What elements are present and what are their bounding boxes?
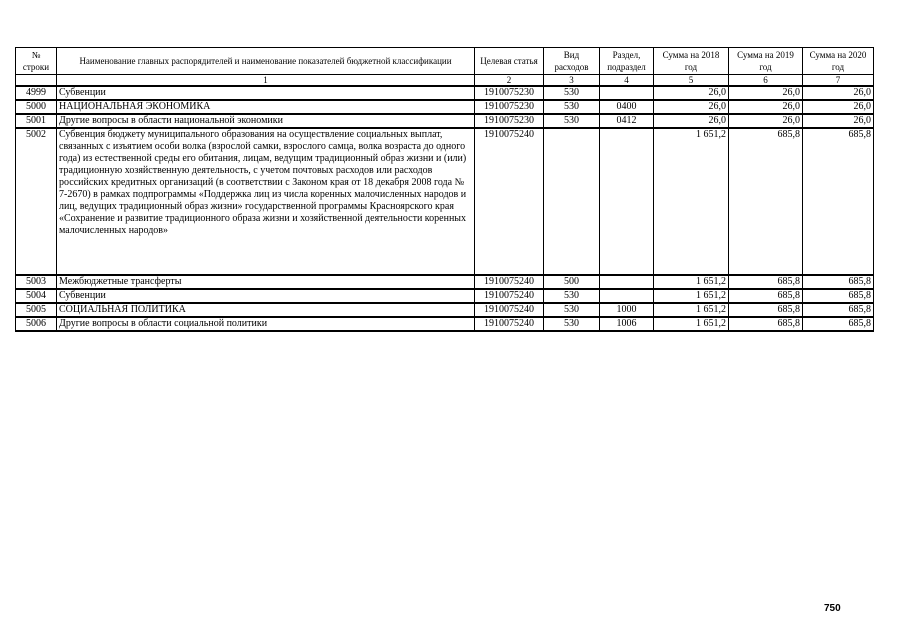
row-name: СОЦИАЛЬНАЯ ПОЛИТИКА (57, 303, 475, 317)
column-number (16, 75, 57, 87)
row-section (600, 86, 654, 100)
row-target-article: 1910075230 (475, 114, 544, 128)
table-row (16, 100, 874, 114)
column-number-row (16, 75, 874, 87)
row-number: 5000 (16, 100, 57, 114)
row-sum-2019: 685,8 (729, 303, 803, 317)
row-target-article: 1910075240 (475, 303, 544, 317)
table-row (16, 275, 874, 289)
row-section: 1006 (600, 317, 654, 331)
header-sum-2019: Сумма на 2019 год (729, 48, 803, 75)
row-section: 1000 (600, 303, 654, 317)
row-expense-type: 530 (544, 100, 600, 114)
row-name: Другие вопросы в области социальной политики (57, 317, 475, 331)
row-section: 0412 (600, 114, 654, 128)
row-sum-2018: 1 651,2 (654, 128, 729, 275)
row-target-article: 1910075230 (475, 100, 544, 114)
row-target-article: 1910075230 (475, 86, 544, 100)
row-sum-2020: 26,0 (803, 114, 874, 128)
table-row (16, 289, 874, 303)
header-name: Наименование главных распорядителей и наименование показателей бюджетной классификации (57, 48, 475, 75)
row-sum-2019: 26,0 (729, 86, 803, 100)
row-number: 5006 (16, 317, 57, 331)
table-row (16, 114, 874, 128)
row-sum-2019: 685,8 (729, 275, 803, 289)
page-number: 750 (824, 603, 841, 614)
row-sum-2018: 26,0 (654, 100, 729, 114)
column-number: 6 (729, 75, 803, 87)
row-name: Субвенции (57, 289, 475, 303)
row-expense-type (544, 128, 600, 275)
row-sum-2018: 1 651,2 (654, 303, 729, 317)
row-sum-2018: 1 651,2 (654, 317, 729, 331)
header-target-article: Целевая статья (475, 48, 544, 75)
budget-table (15, 47, 874, 332)
header-section: Раздел, подраздел (600, 48, 654, 75)
column-number: 5 (654, 75, 729, 87)
row-sum-2020: 685,8 (803, 275, 874, 289)
row-number: 4999 (16, 86, 57, 100)
row-sum-2018: 26,0 (654, 114, 729, 128)
row-sum-2018: 1 651,2 (654, 275, 729, 289)
row-sum-2019: 685,8 (729, 128, 803, 275)
row-expense-type: 500 (544, 275, 600, 289)
table-row (16, 317, 874, 331)
table-row (16, 128, 874, 275)
column-number: 7 (803, 75, 874, 87)
row-name: Другие вопросы в области национальной экономики (57, 114, 475, 128)
column-number: 4 (600, 75, 654, 87)
table-row (16, 303, 874, 317)
row-expense-type: 530 (544, 289, 600, 303)
row-expense-type: 530 (544, 317, 600, 331)
row-target-article: 1910075240 (475, 128, 544, 275)
row-name: Субвенция бюджету муниципального образования на осуществление социальных выплат, связанных с изъятием особи волка (взрослой самки, взрослого самца, волка возраста до одного года) из естественной среды его обитания, лицам, ведущим традиционный образ жизни и (или) традиционную хозяйственную деятельность, с учетом почтовых расходов или расходов российских кредитных организаций (в соответствии с Законом края от 18 декабря 2008 года № 7-2670) в рамках подпрограммы «Поддержка лиц из числа коренных малочисленных народов и лиц, ведущих традиционный образ жизни» государственной программы Красноярского края «Сохранение и развитие традиционного образа жизни и хозяйственной деятельности коренных малочисленных народов» (57, 128, 475, 275)
header-expense-type: Вид расходов (544, 48, 600, 75)
row-sum-2020: 685,8 (803, 303, 874, 317)
row-sum-2020: 26,0 (803, 86, 874, 100)
table-header-row (16, 48, 874, 75)
column-number: 1 (57, 75, 475, 87)
row-number: 5001 (16, 114, 57, 128)
row-sum-2020: 685,8 (803, 317, 874, 331)
row-sum-2020: 685,8 (803, 289, 874, 303)
column-number: 3 (544, 75, 600, 87)
row-section (600, 275, 654, 289)
row-number: 5005 (16, 303, 57, 317)
row-expense-type: 530 (544, 86, 600, 100)
column-number: 2 (475, 75, 544, 87)
row-number: 5004 (16, 289, 57, 303)
row-sum-2019: 26,0 (729, 114, 803, 128)
row-expense-type: 530 (544, 303, 600, 317)
row-section (600, 289, 654, 303)
row-number: 5002 (16, 128, 57, 275)
row-section: 0400 (600, 100, 654, 114)
row-sum-2020: 685,8 (803, 128, 874, 275)
row-name: Межбюджетные трансферты (57, 275, 475, 289)
row-target-article: 1910075240 (475, 317, 544, 331)
header-row-number: № строки (16, 48, 57, 75)
row-name: НАЦИОНАЛЬНАЯ ЭКОНОМИКА (57, 100, 475, 114)
header-sum-2018: Сумма на 2018 год (654, 48, 729, 75)
row-section (600, 128, 654, 275)
row-target-article: 1910075240 (475, 275, 544, 289)
row-sum-2018: 26,0 (654, 86, 729, 100)
row-name: Субвенции (57, 86, 475, 100)
table-row (16, 86, 874, 100)
row-number: 5003 (16, 275, 57, 289)
row-sum-2018: 1 651,2 (654, 289, 729, 303)
row-sum-2019: 685,8 (729, 289, 803, 303)
row-expense-type: 530 (544, 114, 600, 128)
row-sum-2020: 26,0 (803, 100, 874, 114)
row-sum-2019: 26,0 (729, 100, 803, 114)
row-sum-2019: 685,8 (729, 317, 803, 331)
row-target-article: 1910075240 (475, 289, 544, 303)
header-sum-2020: Сумма на 2020 год (803, 48, 874, 75)
